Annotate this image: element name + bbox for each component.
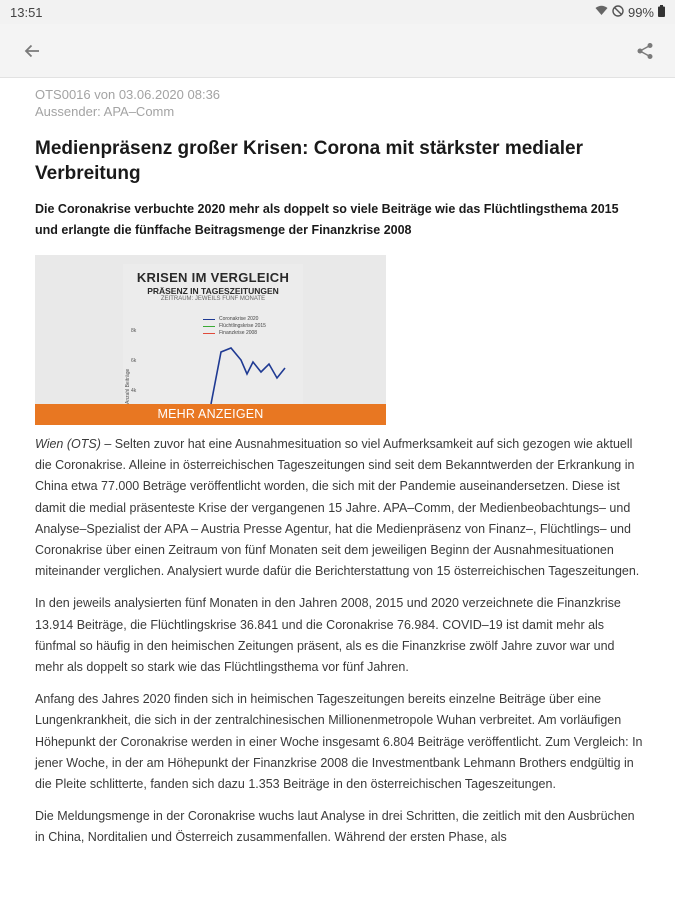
arrow-left-icon <box>23 42 41 60</box>
paragraph-4: Die Meldungsmenge in der Coronakrise wuchs laut Analyse in drei Schritten, die zeitlich mit den Ausbrüchen in China, Norditalien und Österreich zusammenfallen. Während der ersten Phase, als <box>35 809 635 845</box>
y-tick-label: 6k <box>131 358 137 364</box>
paragraph-3: Anfang des Jahres 2020 finden sich in heimischen Tageszeitungen bereits einzelne Beiträge über eine Lungenkrankheit, die sich in der zentralchinesischen Millionenmetropole Wuhan verbreitet. Am vorläufigen Höhepunkt der Coronakrise werden in einer Woche insgesamt 6.804 Beiträge veröffentlicht. Zum Vergleich: In jener Woche, in der am Höhepunkt der Finanzkrise 2008 die Investmentbank Lehmann Brothers endgültig in die Pleite schlitterte, fanden sich dazu 1.353 Beiträge in den österreichischen Tageszeitungen. <box>35 692 643 792</box>
image-subtitle: PRÄSENZ IN TAGESZEITUNGEN <box>147 286 279 296</box>
article-headline: Medienpräsenz großer Krisen: Corona mit stärkster medialer Verbreitung <box>35 138 583 184</box>
status-bar <box>0 0 675 24</box>
dnd-icon <box>612 5 624 20</box>
y-tick-label: 8k <box>131 328 137 334</box>
article-meta <box>35 86 643 120</box>
y-tick-label: 4k <box>131 388 137 394</box>
share-icon <box>636 42 654 60</box>
ots-id-date: OTS0016 von 03.06.2020 08:36 <box>35 87 221 102</box>
show-more-button[interactable]: MEHR ANZEIGEN <box>35 404 386 425</box>
app-bar <box>0 24 675 78</box>
corona-line <box>211 348 285 404</box>
chart-image <box>123 264 303 404</box>
dateline: Wien (OTS) <box>35 437 101 451</box>
share-button[interactable] <box>631 37 659 65</box>
battery-icon <box>658 5 665 20</box>
status-time: 13:51 <box>10 4 43 20</box>
image-title: KRISEN IM VERGLEICH <box>136 270 290 285</box>
article-lead: Die Coronakrise verbuchte 2020 mehr als doppelt so viele Beiträge wie das Flüchtlingsthema 2015 und erlangte die fünffache Beitragsmenge der Finanzkrise 2008 <box>35 202 619 237</box>
article <box>35 86 643 849</box>
image-caption: ZEITRAUM: JEWEILS FÜNF MONATE <box>160 296 266 302</box>
y-axis-label: Anzahl Beiträge <box>125 368 131 404</box>
chart-plot <box>123 264 303 404</box>
paragraph-1 <box>35 434 643 582</box>
paragraph-text: – Selten zuvor hat eine Ausnahmesituation so viel Aufmerksamkeit auf sich gezogen wie aktuell die Coronakrise. Alleine in österreichischen Tageszeitungen sind seit dem Bekanntwerden der Erkrankung in China etwa 77.000 Beträge veröffentlicht worden, die sich mit der Pandemie auseinandersetzen. Diese ist damit die medial präsenteste Krise der vergangenen 15 Jahre. APA–Comm, der Medienbeobachtungs– und Analyse–Spezialist der APA – Austria Presse Agentur, hat die Medienpräsenz von Finanz–, Flüchtlings– und Coronakrise über einen Zeitraum von fünf Monaten seit dem jeweiligen Beginn der Ausnahmesituationen miteinander verglichen. Analysiert wurde dafür die Berichterstattung von 15 österreichischen Tageszeitungen. <box>35 437 640 579</box>
article-image[interactable] <box>35 255 386 425</box>
legend-label: Coronakrise 2020 <box>219 316 259 322</box>
back-button[interactable] <box>18 37 46 65</box>
status-icons <box>595 5 665 20</box>
paragraph-2: In den jeweils analysierten fünf Monaten in den Jahren 2008, 2015 und 2020 verzeichnete die Finanzkrise 13.914 Beiträge, die Flüchtlingskrise 36.841 und die Coronakrise 76.984. COVID–19 ist damit mehr als fünfmal so häufig in den heimischen Zeitungen präsent, als es die Finanzkrise zwölf Jahre zuvor war und mehr als doppelt so stark wie das Flüchtlingsthema vor fünf Jahren. <box>35 596 621 675</box>
battery-level: 99% <box>627 4 654 20</box>
legend-label: Finanzkrise 2008 <box>219 330 258 336</box>
sender: Aussender: APA–Comm <box>35 104 175 119</box>
legend-label: Flüchtlingskrise 2015 <box>219 323 266 329</box>
wifi-icon <box>595 5 608 19</box>
